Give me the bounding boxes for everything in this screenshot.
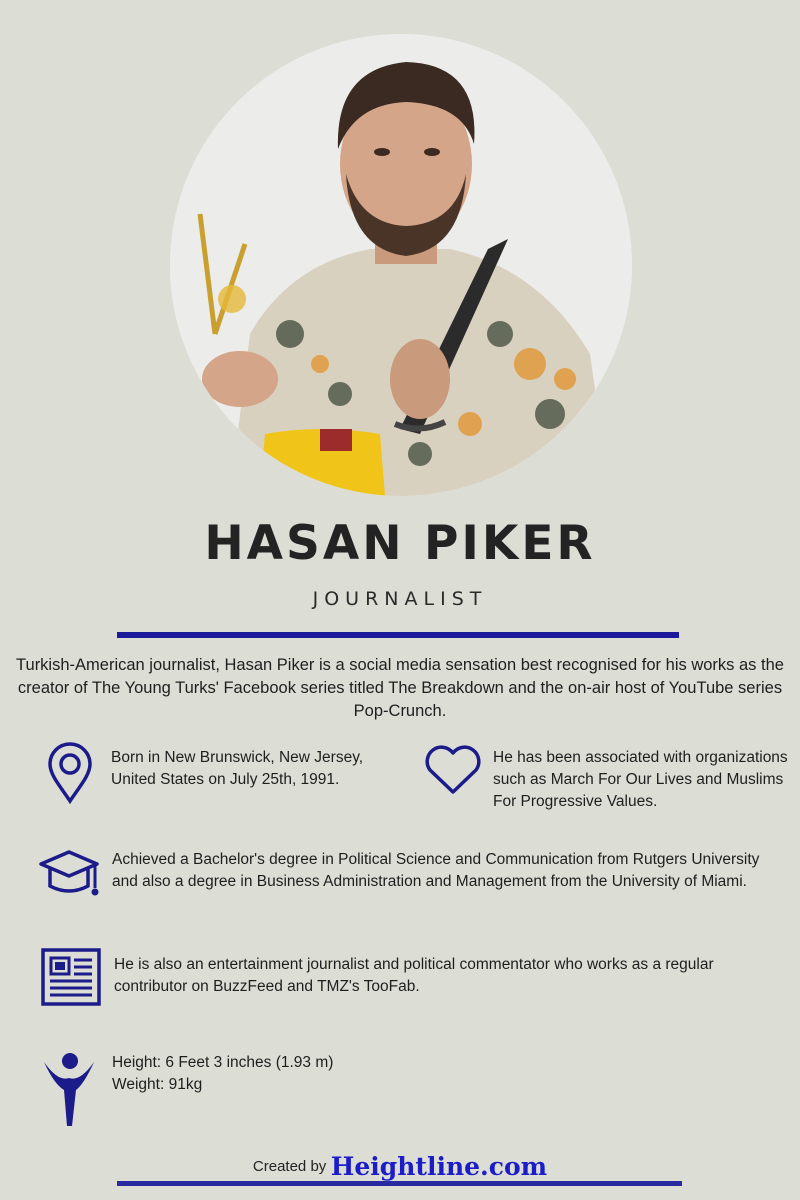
footer-credit xyxy=(0,1152,800,1181)
person-figure-icon xyxy=(42,1052,96,1133)
profession-label: JOURNALIST xyxy=(312,588,488,610)
height-stat: Height: 6 Feet 3 inches (1.93 m) xyxy=(112,1054,334,1071)
heart-icon xyxy=(423,744,483,801)
profile-photo xyxy=(170,34,632,496)
brand-link[interactable]: Heightline.com xyxy=(330,1152,548,1181)
location-pin-icon xyxy=(46,742,94,809)
education-fact: Achieved a Bachelor's degree in Political Science and Communication from Rutgers University and also a degree in Business Administration and Management from the University of Miami. xyxy=(112,851,760,890)
created-by-label: Created by xyxy=(252,1158,327,1175)
career-fact: He is also an entertainment journalist and political commentator who works as a regular contributor on BuzzFeed and TMZ's TooFab. xyxy=(114,956,714,995)
birth-fact: Born in New Brunswick, New Jersey, United States on July 25th, 1991. xyxy=(111,749,364,788)
associations-fact: He has been associated with organizations such as March For Our Lives and Muslims For Progressive Values. xyxy=(493,749,788,810)
divider-bottom xyxy=(117,1181,682,1186)
graduation-cap-icon xyxy=(38,848,100,907)
intro-paragraph: Turkish-American journalist, Hasan Piker is a social media sensation best recognised for his works as the creator of The Young Turks' Facebook series titled The Breakdown and the on-air host of YouTube series Pop-Crunch. xyxy=(16,656,784,720)
weight-stat: Weight: 91kg xyxy=(112,1076,203,1093)
person-name: HASAN PIKER xyxy=(204,516,596,571)
divider-top xyxy=(117,632,679,638)
newspaper-icon xyxy=(41,948,101,1011)
